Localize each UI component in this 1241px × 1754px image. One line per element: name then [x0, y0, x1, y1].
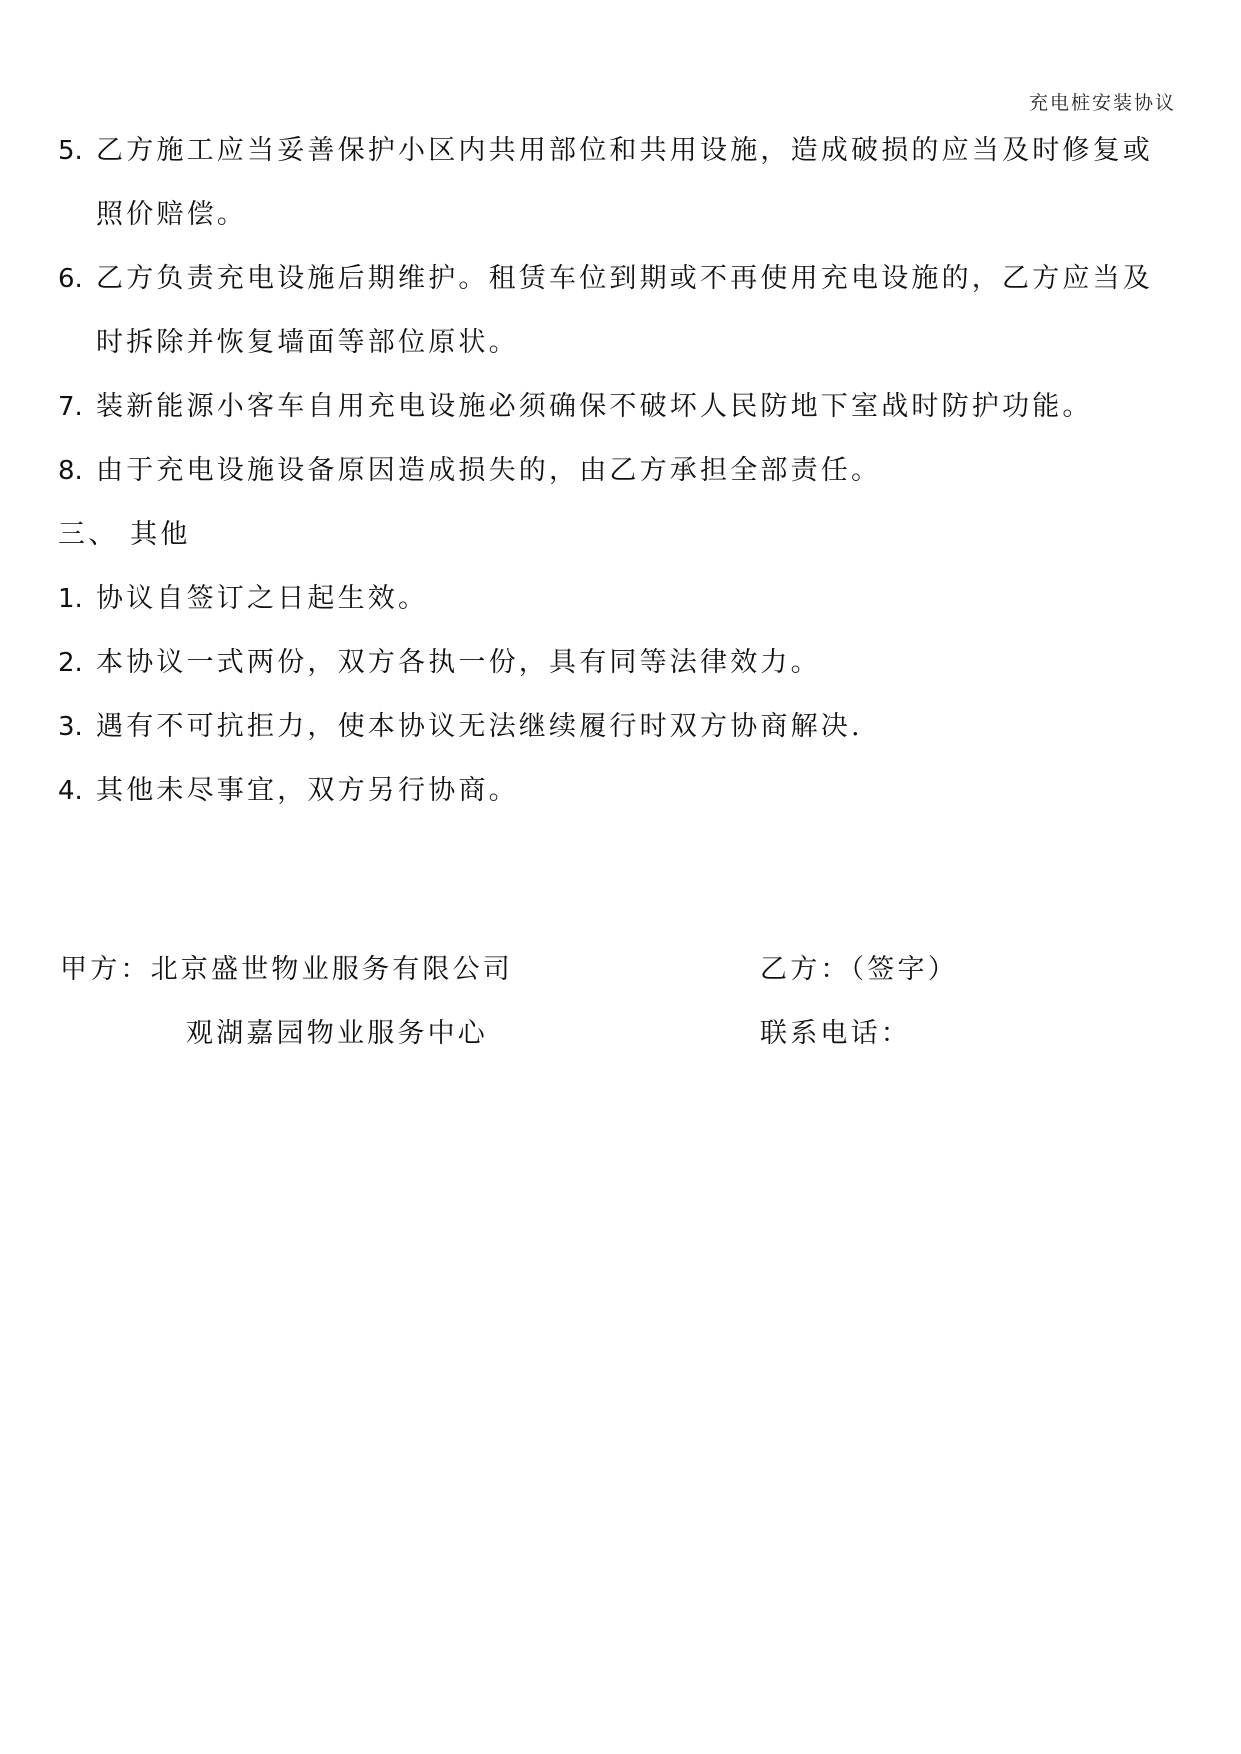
- section-three-heading: 三、 其他: [58, 519, 191, 550]
- section-three-item-1: [58, 585, 428, 612]
- clause-7: [58, 393, 1093, 420]
- clause-text: 乙方负责充电设施后期维护。租赁车位到期或不再使用充电设施的，乙方应当及: [96, 263, 1153, 294]
- item-number: 1.: [58, 584, 83, 614]
- section-three-item-3: [58, 713, 863, 740]
- party-a-sub-unit: 观湖嘉园物业服务中心: [186, 1018, 488, 1049]
- party-b-phone: 联系电话：: [760, 1018, 911, 1049]
- clause-5-line-1: [58, 137, 1153, 164]
- party-a-label: 甲方：北京盛世物业服务有限公司: [60, 954, 513, 985]
- clause-text: 装新能源小客车自用充电设施必须确保不破坏人民防地下室战时防护功能。: [96, 391, 1093, 422]
- running-header-title: 充电桩安装协议: [1028, 92, 1176, 114]
- section-three-item-2: [58, 649, 821, 676]
- item-text: 遇有不可抗拒力，使本协议无法继续履行时双方协商解决.: [96, 711, 863, 742]
- item-number: 2.: [58, 648, 83, 678]
- clause-text: 乙方施工应当妥善保护小区内共用部位和共用设施，造成破损的应当及时修复或: [96, 135, 1153, 166]
- clause-number: 5.: [58, 136, 83, 166]
- item-number: 3.: [58, 712, 83, 742]
- item-text: 本协议一式两份，双方各执一份，具有同等法律效力。: [96, 647, 821, 678]
- clause-number: 8.: [58, 456, 83, 486]
- clause-6-line-2: 时拆除并恢复墙面等部位原状。: [96, 327, 519, 358]
- clause-5-line-2: 照价赔偿。: [96, 199, 247, 230]
- clause-6-line-1: [58, 265, 1153, 292]
- clause-number: 6.: [58, 264, 83, 294]
- clause-number: 7.: [58, 392, 83, 422]
- clause-text: 由于充电设施设备原因造成损失的，由乙方承担全部责任。: [96, 455, 882, 486]
- clause-8: [58, 457, 881, 484]
- section-three-item-4: [58, 777, 519, 804]
- item-text: 其他未尽事宜，双方另行协商。: [96, 775, 519, 806]
- party-b-label: 乙方：（签字）: [760, 954, 958, 985]
- item-number: 4.: [58, 776, 83, 806]
- item-text: 协议自签订之日起生效。: [96, 583, 429, 614]
